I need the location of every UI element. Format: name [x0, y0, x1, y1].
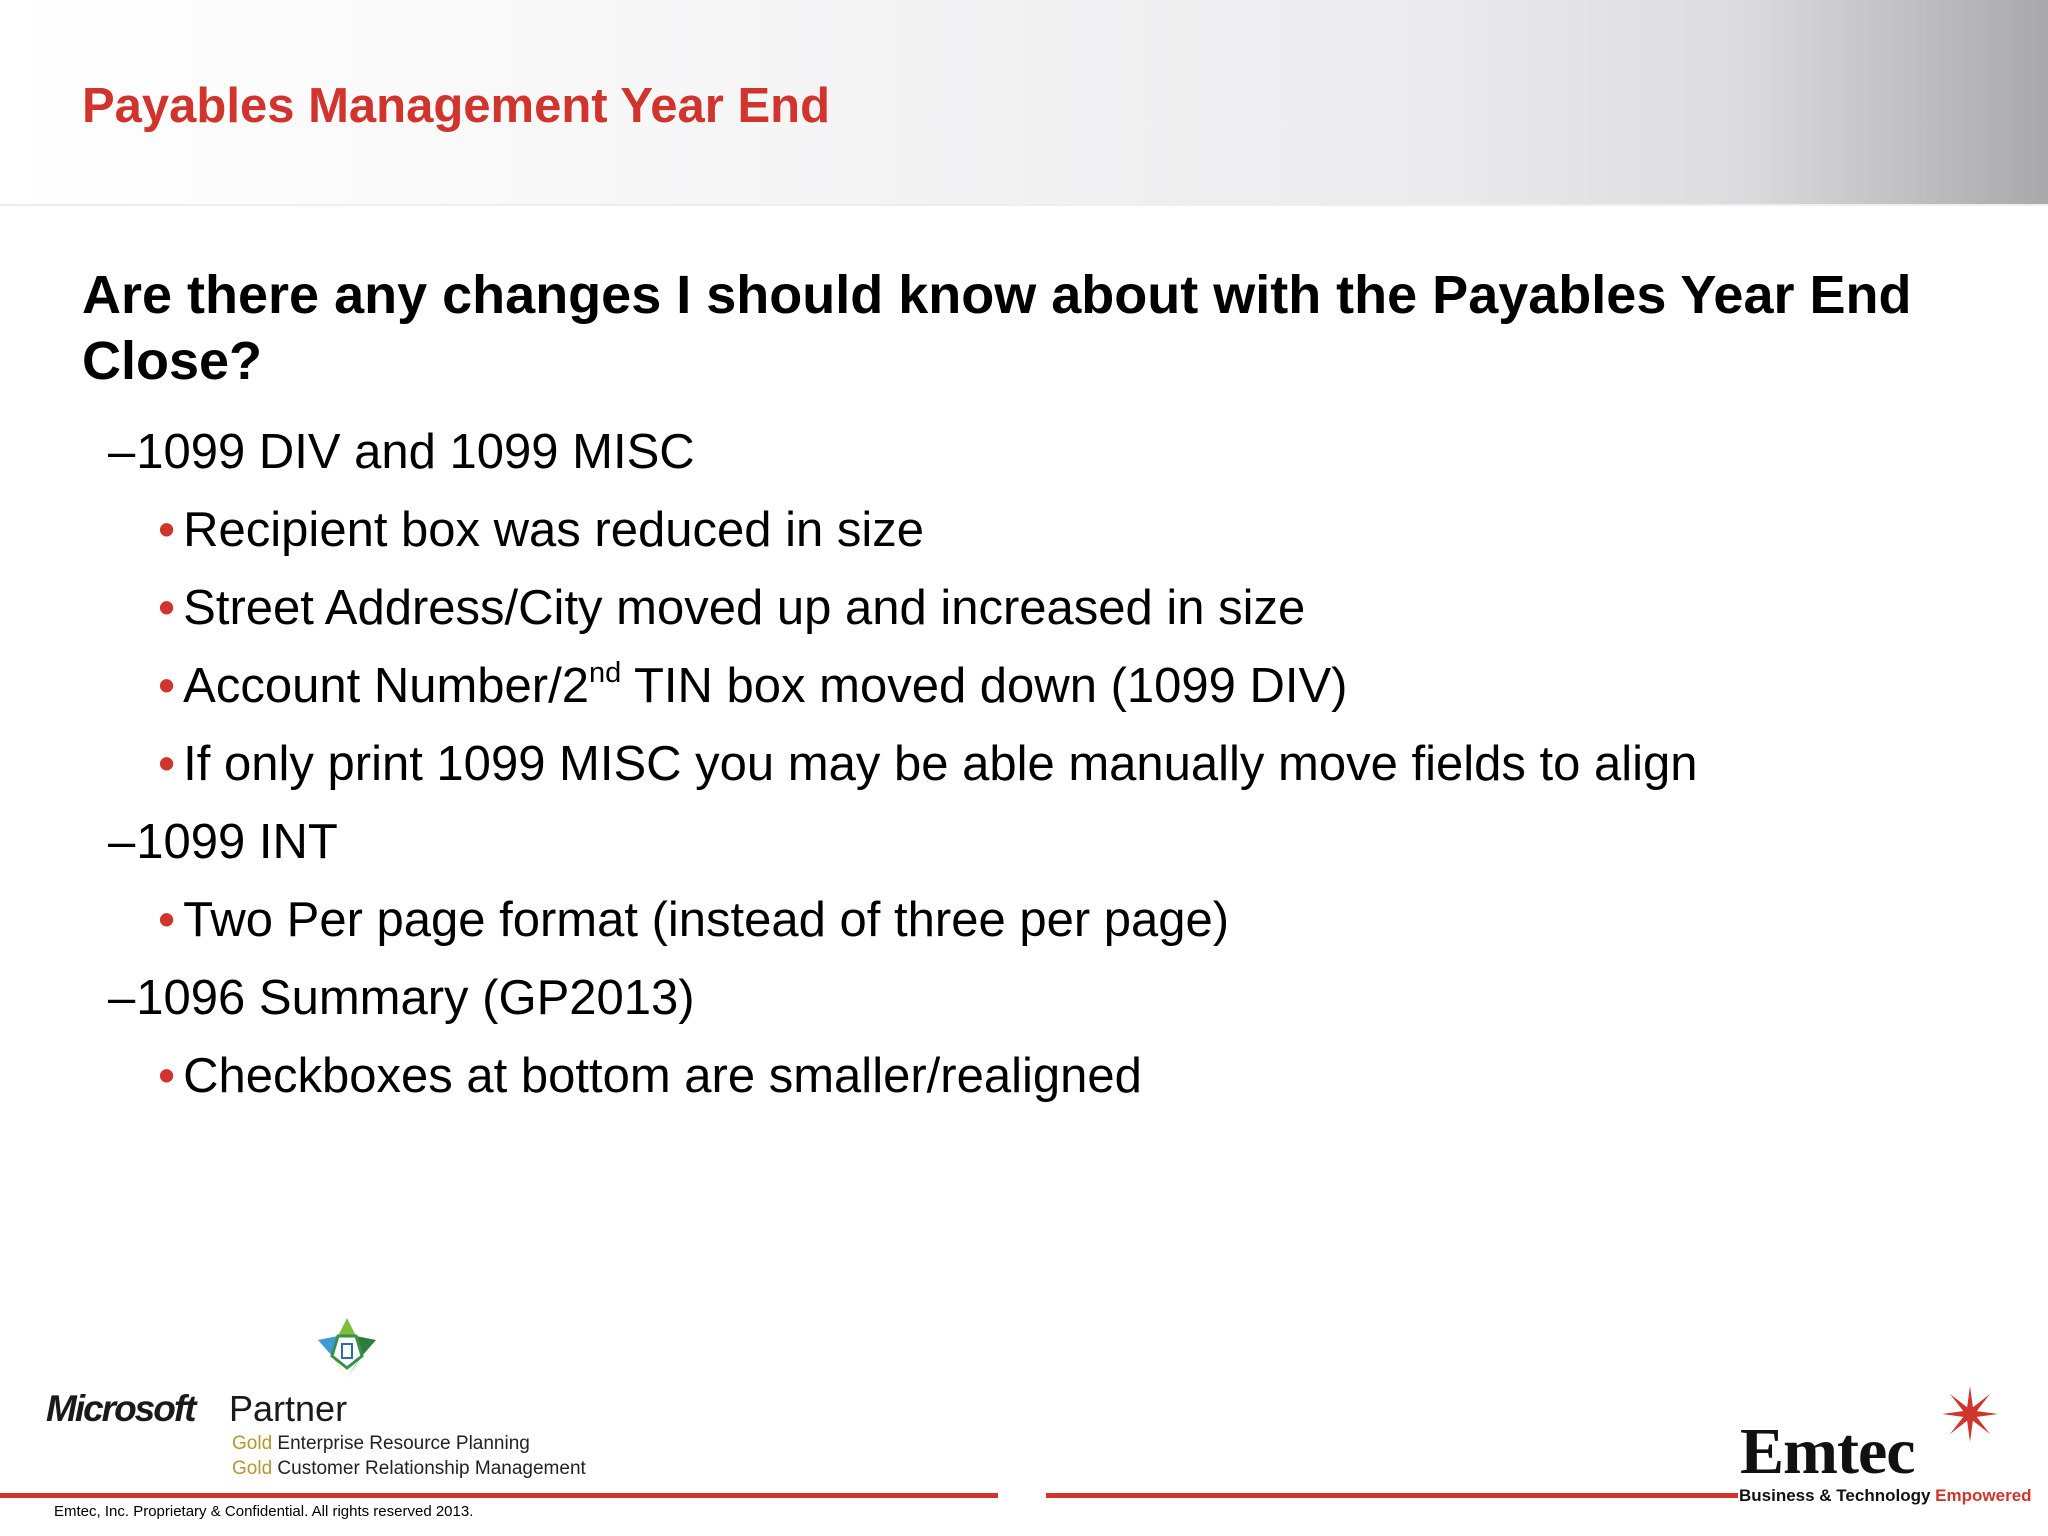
- partner-label: Partner: [229, 1388, 348, 1429]
- bullet-marker: •: [158, 503, 176, 557]
- bullet-marker: •: [158, 893, 176, 947]
- emtec-starburst-icon: [1940, 1384, 2000, 1444]
- outline-item-label: 1096 Summary (GP2013): [136, 971, 695, 1025]
- dash-marker: –: [108, 971, 136, 1025]
- footer-rule-right: [1046, 1493, 1738, 1498]
- bullet-marker: •: [158, 659, 176, 713]
- outline-item-1096-summary: [108, 968, 695, 1028]
- question-heading: Are there any changes I should know about with the Payables Year End Close?: [82, 265, 1912, 391]
- bullet-item: [158, 578, 1305, 638]
- bullet-text: Two Per page format (instead of three per page): [183, 893, 1230, 947]
- bullet-text: Recipient box was reduced in size: [183, 503, 924, 557]
- bullet-text-prefix: Account Number/2: [183, 659, 589, 713]
- bullet-text: Street Address/City moved up and increased in size: [183, 581, 1306, 635]
- competency-level: Gold: [232, 1458, 273, 1479]
- bullet-text: If only print 1099 MISC you may be able manually move fields to align: [183, 737, 1698, 791]
- copyright-notice: Emtec, Inc. Proprietary & Confidential. All rights reserved 2013.: [54, 1503, 474, 1520]
- ordinal-superscript: nd: [588, 657, 622, 689]
- competency-name: Enterprise Resource Planning: [277, 1433, 530, 1454]
- slide-title: Payables Management Year End: [82, 79, 831, 133]
- outline-item-1099-div-misc: [108, 422, 695, 482]
- outline-item-label: 1099 DIV and 1099 MISC: [136, 425, 695, 479]
- tagline-accent: Empowered: [1935, 1486, 2032, 1505]
- emtec-logo: Emtec: [1740, 1415, 1915, 1488]
- competency-line: [232, 1433, 530, 1455]
- outline-item-label: 1099 INT: [136, 815, 338, 869]
- bullet-item: [158, 500, 924, 560]
- dash-marker: –: [108, 425, 136, 479]
- microsoft-partner-network-icon: [312, 1316, 382, 1382]
- bullet-text-suffix: TIN box moved down (1099 DIV): [621, 659, 1348, 713]
- competency-line: [232, 1458, 586, 1480]
- outline-item-1099-int: [108, 812, 338, 872]
- competency-name: Customer Relationship Management: [277, 1458, 586, 1479]
- competency-level: Gold: [232, 1433, 273, 1454]
- microsoft-wordmark: Microsoft: [46, 1388, 195, 1429]
- dash-marker: –: [108, 815, 136, 869]
- bullet-text: Checkboxes at bottom are smaller/realigned: [183, 1049, 1142, 1103]
- tagline-main: Business & Technology: [1739, 1486, 1936, 1505]
- footer-rule-left: [0, 1493, 998, 1498]
- emtec-tagline: [1739, 1486, 2032, 1506]
- bullet-item: [158, 890, 1229, 950]
- bullet-marker: •: [158, 581, 176, 635]
- bullet-marker: •: [158, 737, 176, 791]
- bullet-item: [158, 656, 1348, 716]
- bullet-item: [158, 1046, 1142, 1106]
- bullet-marker: •: [158, 1049, 176, 1103]
- bullet-item: [158, 734, 1698, 794]
